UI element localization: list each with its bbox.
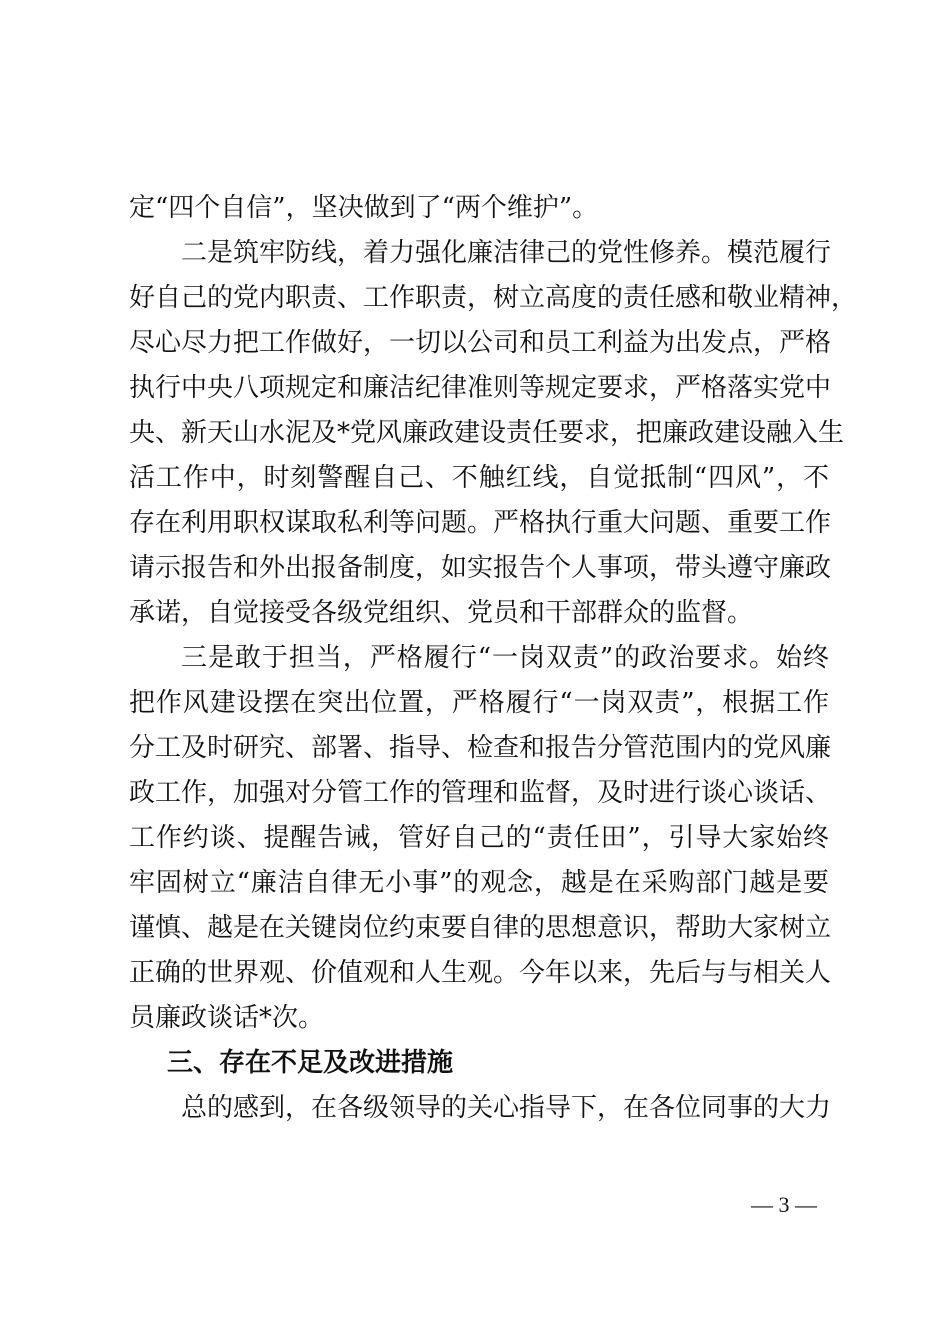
paragraph-summary — [129, 1086, 832, 1131]
text-line: 存在利用职权谋取私利等问题。严格执行重大问题、重要工作 — [129, 508, 832, 538]
paragraph-continuation — [129, 186, 829, 231]
text-line: 员廉政谈话*次。 — [129, 1003, 325, 1033]
text-line: 活工作中，时刻警醒自己、不触红线，自觉抵制“四风”，不 — [129, 463, 829, 493]
text-line: 请示报告和外出报备制度，如实报告个人事项，带头遵守廉政 — [129, 553, 832, 583]
text-line: 工作约谈、提醒告诫，管好自己的“责任田”，引导大家始终 — [129, 823, 829, 853]
text-line: 央、新天山水泥及*党风廉政建设责任要求，把廉政建设融入生 — [129, 418, 845, 448]
document-body — [129, 186, 858, 1131]
section-heading: 三、存在不足及改进措施 — [167, 1048, 454, 1078]
text-line: 分工及时研究、部署、指导、检查和报告分管范围内的党风廉 — [129, 733, 832, 763]
text-line: 正确的世界观、价值观和人生观。今年以来，先后与与相关人 — [129, 958, 832, 988]
text-line: 执行中央八项规定和廉洁纪律准则等规定要求，严格落实党中 — [129, 373, 832, 403]
text-line: 把作风建设摆在突出位置，严格履行“一岗双责”，根据工作 — [129, 688, 829, 718]
paragraph-two-discipline — [129, 231, 858, 636]
page-number: — 3 — — [751, 1192, 817, 1217]
text-line: 好自己的党内职责、工作职责，树立高度的责任感和敬业精神， — [129, 283, 858, 313]
text-line: 二是筑牢防线，着力强化廉洁律己的党性修养。模范履行 — [181, 238, 832, 268]
text-line: 政工作，加强对分管工作的管理和监督，及时进行谈心谈话、 — [129, 778, 832, 808]
text-line: 总的感到，在各级领导的关心指导下，在各位同事的大力 — [181, 1093, 832, 1123]
text-line: 定“四个自信”，坚决做到了“两个维护”。 — [129, 193, 599, 223]
text-line: 尽心尽力把工作做好，一切以公司和员工利益为出发点，严格 — [129, 328, 832, 358]
text-line: 承诺，自觉接受各级党组织、党员和干部群众的监督。 — [129, 598, 754, 628]
text-line: 牢固树立“廉洁自律无小事”的观念，越是在采购部门越是要 — [129, 868, 829, 898]
paragraph-three-responsibility — [129, 636, 832, 1041]
text-line: 谨慎、越是在关键岗位约束要自律的思想意识，帮助大家树立 — [129, 913, 832, 943]
text-line: 三是敢于担当，严格履行“一岗双责”的政治要求。始终 — [181, 643, 829, 673]
